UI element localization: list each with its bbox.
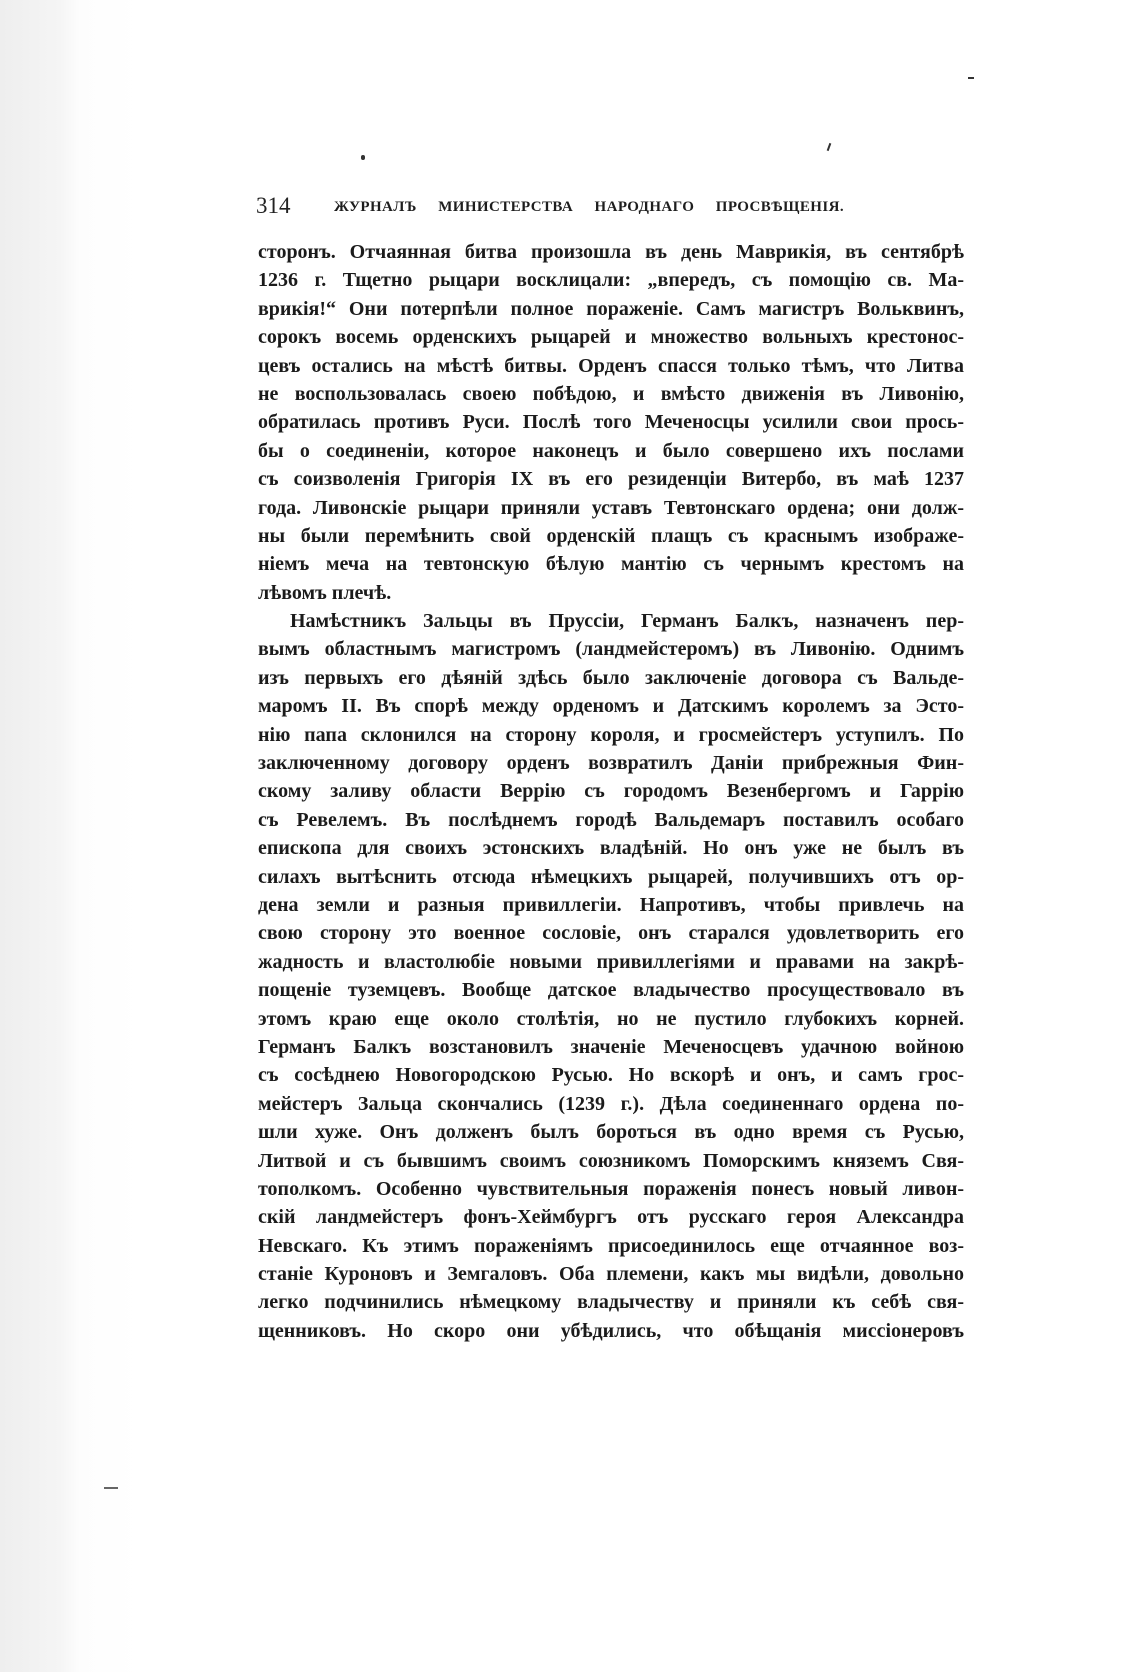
page-number: 314 [256, 193, 291, 218]
text-line: щенниковъ. Но скоро они убѣдились, что обѣщанія миссіонеровъ [258, 1319, 964, 1342]
text-line: заключенному договору орденъ возвратилъ Даніи прибрежныя Фин- [258, 752, 964, 775]
text-line: года. Ливонскіе рыцари приняли уставъ Тевтонскаго ордена; они долж- [258, 496, 964, 519]
text-line: изъ первыхъ его дѣяній здѣсь было заключеніе договора съ Вальде- [258, 666, 964, 689]
text-line: этомъ краю еще около столѣтія, но не пустило глубокихъ корней. [258, 1007, 964, 1030]
text-line: маромъ II. Въ спорѣ между орденомъ и Датскимъ королемъ за Эсто- [258, 695, 964, 718]
text-line: мейстеръ Зальца скончались (1239 г.). Дѣла соединеннаго ордена по- [258, 1092, 964, 1115]
text-line: сторонъ. Отчаянная битва произошла въ день Маврикія, въ сентябрѣ [258, 241, 964, 263]
text-line: врикія!“ Они потерпѣли полное пораженіе. Самъ магистръ Вольквинъ, [258, 297, 964, 320]
text-line: епископа для своихъ эстонскихъ владѣній. Но онъ уже не былъ въ [258, 837, 964, 860]
running-head: ЖУРНАЛЪ МИНИСТЕРСТВА НАРОДНАГО ПРОСВѢЩЕНІЯ. [334, 199, 844, 215]
scan-speck [104, 1487, 118, 1489]
text-line: обратилась противъ Руси. Послѣ того Меченосцы усилили свои прось- [258, 411, 964, 434]
paragraph [258, 607, 964, 1345]
text-line: съ Ревелемъ. Въ послѣднемъ городѣ Вальдемаръ поставилъ особаго [258, 808, 964, 831]
text-line: силахъ вытѣснить отсюда нѣмецкихъ рыцарей, получившихъ отъ ор- [258, 865, 964, 888]
text-line: цевъ остались на мѣстѣ битвы. Орденъ спасся только тѣмъ, что Литва [258, 354, 964, 377]
text-line: станіе Куроновъ и Земгаловъ. Оба племени, какъ мы видѣли, довольно [258, 1263, 964, 1286]
text-line: Литвой и съ бывшимъ своимъ союзникомъ Поморскимъ княземъ Свя- [258, 1149, 964, 1172]
scan-speck [968, 77, 974, 79]
text-line: нію папа склонился на сторону короля, и гросмейстеръ уступилъ. По [258, 723, 964, 746]
text-line: не воспользовалась своею побѣдою, и вмѣсто движенія въ Ливонію, [258, 382, 964, 405]
text-line: легко подчинились нѣмецкому владычеству и приняли къ себѣ свя- [258, 1291, 964, 1314]
paragraph [258, 238, 964, 607]
text-line: вымъ областнымъ магистромъ (ландмейстеромъ) въ Ливонію. Однимъ [258, 638, 964, 661]
text-line: 1236 г. Тщетно рыцари восклицали: „впередъ, съ помощію св. Ма- [258, 269, 964, 292]
text-line: Германъ Балкъ возстановилъ значеніе Меченосцевъ удачною войною [258, 1035, 964, 1058]
text-line: лѣвомъ плечѣ. [258, 581, 392, 604]
text-line: сорокъ восемь орденскихъ рыцарей и множество вольныхъ крестонос- [258, 326, 964, 349]
text-line: жадность и властолюбіе новыми привиллегіями и правами на закрѣ- [258, 950, 964, 973]
text-line: скій ландмейстеръ фонъ-Хеймбургъ отъ русскаго героя Александра [258, 1206, 964, 1229]
scan-speck [827, 143, 832, 151]
text-line: свою сторону это военное сословіе, онъ старался удовлетворить его [258, 922, 964, 945]
text-line: бы о соединеніи, которое наконецъ и было совершено ихъ послами [258, 439, 964, 462]
text-line: дена земли и разныя привиллегіи. Напротивъ, чтобы привлечь на [258, 893, 964, 916]
text-line: ніемъ меча на тевтонскую бѣлую мантію съ чернымъ крестомъ на [258, 553, 964, 576]
text-line: ны были перемѣнить свой орденскій плащъ съ краснымъ изображе- [258, 524, 964, 547]
text-line: скому заливу области Веррію съ городомъ Везенбергомъ и Гаррію [258, 780, 964, 803]
text-line: тополкомъ. Особенно чувствительныя пораженія понесъ новый ливон- [258, 1177, 964, 1200]
scan-speck [361, 155, 365, 160]
body-text [258, 238, 964, 1345]
text-line: Намѣстникъ Зальцы въ Пруссіи, Германъ Балкъ, назначенъ пер- [290, 610, 964, 633]
text-line: съ сосѣднею Новогородскою Русью. Но вскорѣ и онъ, и самъ грос- [258, 1064, 964, 1087]
text-line: съ соизволенія Григорія IX въ его резиденціи Витербо, въ маѣ 1237 [258, 468, 964, 491]
text-line: пощеніе туземцевъ. Вообще датское владычество просуществовало въ [258, 979, 964, 1002]
text-line: Невскаго. Къ этимъ пораженіямъ присоединилось еще отчаянное воз- [258, 1234, 964, 1257]
text-line: шли хуже. Онъ долженъ былъ бороться въ одно время съ Русью, [258, 1121, 964, 1144]
